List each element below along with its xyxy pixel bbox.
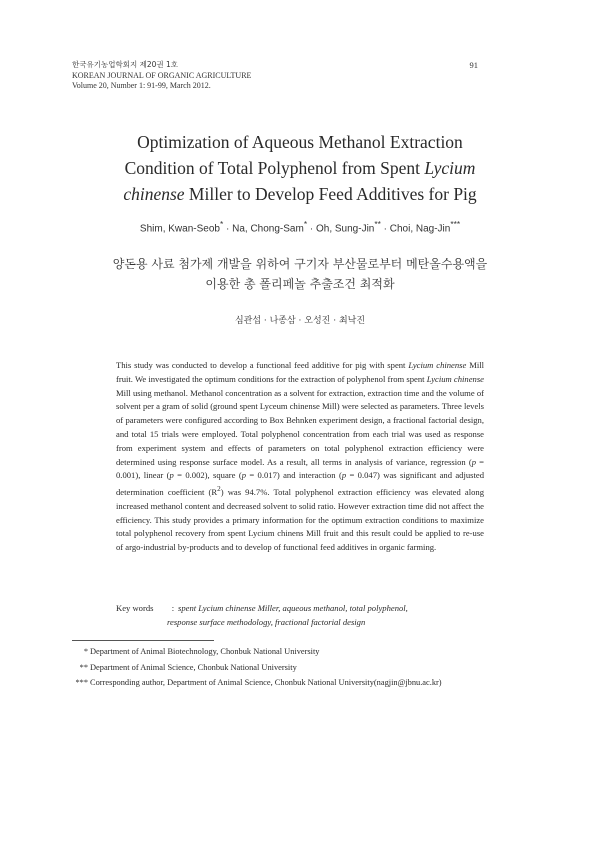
- author-separator: ·: [309, 223, 314, 235]
- footnote: [72, 644, 442, 660]
- keywords-line-1: Key words : spent Lycium chinense Miller, aqueous methanol, total polyphenol,: [116, 602, 484, 616]
- author-separator: ·: [226, 223, 230, 235]
- title-line-1: Optimization of Aqueous Methanol Extraction: [137, 132, 463, 152]
- korean-author-list: 심관섭 · 나종삼 · 오성진 · 최낙진: [234, 316, 366, 326]
- abstract: This study was conducted to develop a functional feed additive for pig with spent Lycium chinense Mill fruit. We investigated the optimum conditions for the extraction of polyphenol from spent Lycium chinense Mill using methanol. Methanol concentration as a solvent for extraction, extraction time and the volume of solvent per a gram of solid (ground spent Lyceum chinense Mill) were selected as parameters. Three levels of parameters were configured according to Box Behnken experiment design, a fractional factorial design, and total 15 trials were employed. Total polyphenol concentration from each trial was used as response from experiment system and effects of parameters on total polyphenol extraction efficiency were determined using response surface model. As a result, all terms in analysis of variance, regression (p = 0.001), linear (p = 0.002), square (p = 0.017) and interaction (p = 0.047) was significant and adjusted determination coefficient $(R^2)$ was 94.7%. Total polyphenol extraction efficiency was elevated along increased methanol content and decreased solvent to solid ratio. However extraction time did not affect the efficiency. This study provides a primary information for the optimum extraction conditions to maximize total polyphenol recovery from spent Lycium chinens Mill fruit and this result could be applied to re-use of argo-industrial by-products and to develop of functional feed additives in organic farming.: [116, 360, 485, 553]
- footnote-marker: **: [79, 662, 88, 672]
- title-line-3: chinense Miller to Develop Feed Additives for Pig: [123, 184, 477, 204]
- footnotes: [72, 644, 442, 691]
- title-line-2: Condition of Total Polyphenol from Spent Lycium: [124, 158, 476, 178]
- author-marker: *: [303, 219, 308, 229]
- author-name: Shim, Kwan-Seob: [139, 223, 220, 235]
- author-separator: ·: [383, 223, 387, 235]
- footnote-marker: *: [83, 647, 88, 656]
- footnote-divider: [72, 640, 214, 641]
- footnote-marker: ***: [75, 678, 88, 687]
- footnote-text: Department of Animal Science, Chonbuk National University: [90, 662, 297, 672]
- author-name: Na, Chong-Sam: [232, 223, 304, 235]
- journal-volume: Volume 20, Number 1: 91-99, March 2012.: [72, 81, 211, 90]
- journal-header: [72, 60, 251, 92]
- korean-title-line-2: 이용한 총 폴리페놀 추출조건 최적화: [205, 277, 395, 291]
- keywords-text: spent Lycium chinense Miller, aqueous methanol, total polyphenol,: [178, 603, 408, 613]
- keywords-line-2: response surface methodology, fractional factorial design: [167, 616, 366, 627]
- page-number: 91: [469, 60, 478, 70]
- footnote: [72, 660, 442, 676]
- author-name: Choi, Nag-Jin: [389, 223, 451, 235]
- keywords: [116, 602, 484, 629]
- journal-name-english: KOREAN JOURNAL OF ORGANIC AGRICULTURE: [72, 70, 252, 80]
- paper-title: [60, 129, 540, 207]
- keywords-label: Key words: [116, 603, 154, 613]
- author-name: Oh, Sung-Jin: [315, 223, 375, 235]
- author-marker: **: [374, 219, 381, 229]
- korean-title-line-1: 양돈용 사료 첨가제 개발을 위하여 구기자 부산물로부터 메탄올수용액을: [112, 257, 488, 271]
- footnote: [72, 675, 442, 691]
- author-marker: ***: [450, 219, 461, 229]
- author-list: [60, 219, 540, 234]
- korean-title: [60, 254, 540, 294]
- footnote-text: Corresponding author, Department of Animal Science, Chonbuk National University(nagjin@jbnu.ac.kr): [90, 678, 442, 687]
- journal-name-korean: 한국유기농업학회지 제20권 1호: [72, 60, 179, 69]
- author-marker: *: [219, 219, 224, 229]
- footnote-text: Department of Animal Biotechnology, Chonbuk National University: [90, 647, 320, 656]
